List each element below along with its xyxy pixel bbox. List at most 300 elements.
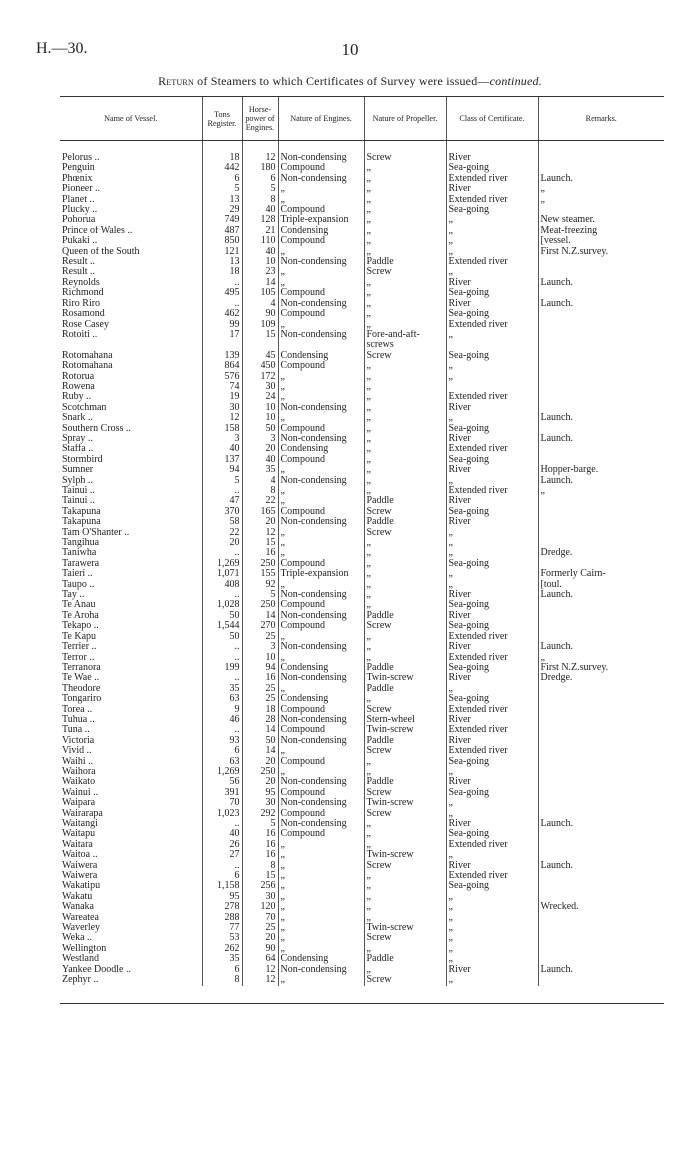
cell-name: Wanaka [62,902,94,913]
cell-remarks: [vessel. [538,236,664,246]
cell-horsepower: 5 [242,819,278,829]
table-row [60,809,664,819]
cell-horsepower: 8 [242,486,278,496]
cell-certificate: „ [446,975,538,985]
cell-name: Rotomahana [62,350,113,361]
cell-horsepower: 450 [242,361,278,371]
cell-horsepower: 6 [242,174,278,184]
cell-horsepower: 256 [242,881,278,891]
cell-tons: 1,544 [202,621,242,631]
cell-propeller: „ [364,559,446,569]
cell-remarks [538,809,664,819]
cell-engines: Non-condensing [278,434,364,444]
cell-engines: Non-condensing [278,299,364,309]
cell-propeller: Twin-screw [364,725,446,735]
cell-certificate: „ [446,580,538,590]
cell-horsepower: 16 [242,829,278,839]
cell-certificate: Sea-going [446,559,538,569]
table-row [60,580,664,590]
cell-remarks [538,933,664,943]
cell-name: Result .. [62,257,96,268]
cell-certificate: Sea-going [446,507,538,517]
cell-horsepower: 45 [242,351,278,361]
cell-propeller: „ [364,392,446,402]
cell-propeller: „ [364,569,446,579]
cell-certificate: Sea-going [446,455,538,465]
cell-horsepower: 8 [242,195,278,205]
cell-engines: Non-condensing [278,174,364,184]
cell-engines: „ [278,538,364,548]
cell-engines: Triple-expansion [278,215,364,225]
cell-remarks: „ [538,653,664,663]
cell-propeller: „ [364,632,446,642]
cell-horsepower: 40 [242,247,278,257]
cell-horsepower: 109 [242,320,278,330]
cell-name: Vivid .. [62,746,92,757]
cell-horsepower: 30 [242,892,278,902]
cell-propeller: Paddle [364,736,446,746]
cell-propeller: „ [364,278,446,288]
cell-certificate: Sea-going [446,621,538,631]
cell-certificate: River [446,299,538,309]
cell-engines: Non-condensing [278,330,364,340]
cell-propeller: Screw [364,528,446,538]
cell-remarks: Launch. [538,278,664,288]
cell-horsepower: 172 [242,372,278,382]
cell-tons: 13 [202,195,242,205]
table-row [60,850,664,860]
cell-engines: „ [278,881,364,891]
cell-propeller: „ [364,163,446,173]
cell-propeller: Screw [364,933,446,943]
cell-certificate: Extended river [446,257,538,267]
cell-remarks [538,913,664,923]
cell-name: Pioneer .. [62,184,101,195]
cell-tons: 749 [202,215,242,225]
cell-certificate: „ [446,684,538,694]
cell-tons: 288 [202,913,242,923]
cell-propeller: „ [364,382,446,392]
cell-propeller: Screw [364,746,446,756]
cell-name: Pohorua [62,215,96,226]
cell-engines: Compound [278,788,364,798]
cell-remarks [538,923,664,933]
cell-name: Terrier .. [62,642,97,653]
cell-remarks [538,382,664,392]
table-row [60,663,664,673]
cell-name: Riro Riro [62,298,101,309]
cell-tons: 576 [202,372,242,382]
cell-tons: 95 [202,892,242,902]
cell-tons: 53 [202,933,242,943]
cell-horsepower: 12 [242,528,278,538]
cell-tons: .. [202,486,242,496]
cell-engines: „ [278,933,364,943]
cell-propeller: Screw [364,861,446,871]
cell-remarks [538,163,664,173]
table-row [60,163,664,173]
cell-engines: Compound [278,705,364,715]
cell-certificate: River [446,715,538,725]
cell-horsepower: 155 [242,569,278,579]
cell-certificate: River [446,736,538,746]
cell-tons: .. [202,590,242,600]
cell-propeller: screws [364,340,446,350]
cell-remarks: „ [538,195,664,205]
cell-tons: 50 [202,632,242,642]
table-row [60,819,664,829]
cell-tons: 93 [202,736,242,746]
table-row [60,403,664,413]
cell-propeller: „ [364,195,446,205]
cell-engines: Non-condensing [278,673,364,683]
cell-certificate: „ [446,236,538,246]
cell-horsepower: 16 [242,673,278,683]
cell-engines: Compound [278,309,364,319]
cell-certificate: River [446,777,538,787]
cell-propeller: Screw [364,621,446,631]
cell-certificate: Sea-going [446,829,538,839]
cell-certificate: Extended river [446,746,538,756]
cell-engines: Compound [278,205,364,215]
cell-tons: 137 [202,455,242,465]
cell-engines: Non-condensing [278,715,364,725]
cell-engines: „ [278,944,364,954]
cell-remarks [538,944,664,954]
cell-tons: 46 [202,715,242,725]
table-row [60,413,664,423]
cell-certificate: Sea-going [446,788,538,798]
cell-horsepower: 30 [242,382,278,392]
col-header-name: Name of Vessel. [60,97,202,141]
cell-remarks [538,507,664,517]
cell-name: Wakatipu [62,881,101,892]
cell-engines: „ [278,413,364,423]
table-row [60,788,664,798]
cell-horsepower: 15 [242,538,278,548]
cell-horsepower: 21 [242,226,278,236]
cell-certificate: Extended river [446,632,538,642]
cell-engines: „ [278,871,364,881]
cell-tons: 17 [202,330,242,340]
table-row [60,392,664,402]
cell-engines: „ [278,382,364,392]
cell-propeller: „ [364,465,446,475]
cell-propeller: „ [364,600,446,610]
table-row [60,923,664,933]
cell-certificate: „ [446,798,538,808]
cell-remarks [538,600,664,610]
table-row [60,465,664,475]
cell-remarks [538,881,664,891]
cell-horsepower: 10 [242,257,278,267]
cell-certificate: Extended river [446,486,538,496]
cell-propeller: „ [364,476,446,486]
cell-engines: „ [278,195,364,205]
cell-horsepower: 120 [242,902,278,912]
cell-name: Tainui .. [62,486,95,496]
cell-certificate: River [446,861,538,871]
cell-propeller: „ [364,548,446,558]
cell-certificate: Extended river [446,195,538,205]
cell-certificate: „ [446,226,538,236]
cell-horsepower: 35 [242,465,278,475]
cell-horsepower: 12 [242,975,278,985]
table-row [60,954,664,964]
cell-remarks [538,455,664,465]
cell-certificate [446,340,538,350]
cell-name: Taupo .. [62,579,95,590]
cell-certificate: „ [446,528,538,538]
cell-remarks [538,361,664,371]
cell-name: Rotorua [62,371,95,382]
cell-horsepower: 28 [242,715,278,725]
cell-horsepower: 3 [242,434,278,444]
cell-horsepower: 16 [242,548,278,558]
cell-propeller: „ [364,694,446,704]
cell-tons: 70 [202,798,242,808]
cell-certificate: Extended river [446,392,538,402]
cell-tons: 19 [202,392,242,402]
cell-engines: „ [278,923,364,933]
cell-certificate: „ [446,569,538,579]
cell-name: Southern Cross .. [62,423,131,434]
cell-horsepower: 23 [242,267,278,277]
cell-tons: 1,071 [202,569,242,579]
cell-remarks [538,288,664,298]
cell-horsepower: 105 [242,288,278,298]
cell-name: Phœnix [62,173,93,184]
cell-propeller: „ [364,403,446,413]
cell-engines: Non-condensing [278,403,364,413]
table-row [60,205,664,215]
table-row [60,496,664,506]
cell-horsepower: 12 [242,141,278,164]
cell-engines: „ [278,840,364,850]
cell-certificate: „ [446,413,538,423]
cell-name: Queen of the South [62,246,140,257]
cell-tons: 495 [202,288,242,298]
cell-horsepower: 110 [242,236,278,246]
cell-engines: „ [278,465,364,475]
cell-name: Tangihua [62,538,100,549]
table-row [60,600,664,610]
cell-propeller: Screw [364,809,446,819]
cell-certificate: „ [446,548,538,558]
table-row [60,861,664,871]
table-row [60,528,664,538]
cell-certificate: „ [446,267,538,277]
cell-tons: 6 [202,965,242,975]
cell-tons: 30 [202,403,242,413]
table-caption [0,74,700,89]
cell-horsepower: 20 [242,777,278,787]
cell-certificate: „ [446,902,538,912]
cell-tons: .. [202,299,242,309]
table-row [60,840,664,850]
cell-tons: 3 [202,434,242,444]
cell-propeller: Fore-and-aft- [364,330,446,340]
table-row [60,444,664,454]
cell-propeller: „ [364,215,446,225]
cell-name: Plucky .. [62,205,98,216]
cell-name: Victoria [62,735,95,746]
cell-propeller: „ [364,309,446,319]
cell-tons: 18 [202,267,242,277]
cell-name: Waiwera [62,871,98,882]
cell-certificate: Extended river [446,840,538,850]
cell-tons: 391 [202,788,242,798]
cell-horsepower: 10 [242,653,278,663]
cell-tons: 63 [202,694,242,704]
cell-name: Terror .. [62,652,95,663]
cell-tons: 1,023 [202,809,242,819]
cell-tons: 40 [202,829,242,839]
cell-engines: Compound [278,725,364,735]
cell-remarks [538,528,664,538]
cell-certificate: „ [446,892,538,902]
cell-propeller: Paddle [364,517,446,527]
cell-engines: Compound [278,621,364,631]
cell-remarks: Meat-freezing [538,226,664,236]
cell-remarks [538,632,664,642]
cell-remarks [538,340,664,350]
cell-tons: 199 [202,663,242,673]
cell-remarks: New steamer. [538,215,664,225]
cell-engines: „ [278,278,364,288]
cell-certificate: Sea-going [446,309,538,319]
cell-tons: 13 [202,257,242,267]
cell-name: Wareatea [62,912,99,923]
cell-horsepower: 18 [242,705,278,715]
cell-remarks [538,850,664,860]
cell-tons: 442 [202,163,242,173]
cell-tons: 8 [202,975,242,985]
cell-certificate: River [446,819,538,829]
cell-tons: 12 [202,413,242,423]
cell-horsepower: 8 [242,861,278,871]
cell-certificate: Extended river [446,320,538,330]
cell-tons: 1,269 [202,767,242,777]
cell-name: Staffa .. [62,444,94,455]
cell-engines: Compound [278,455,364,465]
cell-engines: „ [278,632,364,642]
table-row [60,736,664,746]
cell-name: Tainui .. [62,496,95,507]
cell-certificate [446,382,538,392]
table-row [60,434,664,444]
cell-name: Theodore [62,683,101,694]
cell-certificate: „ [446,247,538,257]
cell-propeller: Paddle [364,496,446,506]
cell-propeller: Screw [364,507,446,517]
cell-name: Yankee Doodle .. [62,964,131,975]
table-body [60,141,664,986]
cell-propeller: „ [364,247,446,257]
cell-engines: „ [278,486,364,496]
cell-remarks [538,798,664,808]
cell-horsepower: 25 [242,923,278,933]
cell-propeller: Twin-screw [364,798,446,808]
cell-name: Wellington [62,943,107,954]
cell-engines: Condensing [278,663,364,673]
cell-certificate: „ [446,913,538,923]
cell-horsepower: 95 [242,788,278,798]
cell-horsepower: 3 [242,642,278,652]
cell-engines [278,340,364,350]
cell-remarks [538,736,664,746]
cell-tons: .. [202,642,242,652]
cell-tons: 77 [202,923,242,933]
cell-name: Waverley [62,923,101,934]
cell-engines: Compound [278,361,364,371]
col-header-engines: Nature of Engines. [278,97,364,141]
cell-engines: Non-condensing [278,965,364,975]
cell-remarks [538,351,664,361]
cell-tons: 408 [202,580,242,590]
cell-propeller: Screw [364,267,446,277]
cell-name: Tuna .. [62,725,90,736]
cell-horsepower: 4 [242,476,278,486]
cell-engines: „ [278,653,364,663]
cell-remarks: [toul. [538,580,664,590]
cell-engines: „ [278,861,364,871]
cell-remarks [538,372,664,382]
table-row [60,632,664,642]
cell-propeller: „ [364,757,446,767]
cell-remarks: Launch. [538,434,664,444]
cell-remarks: Launch. [538,965,664,975]
cell-horsepower: 24 [242,392,278,402]
cell-propeller: „ [364,840,446,850]
cell-remarks: Launch. [538,174,664,184]
cell-propeller: „ [364,486,446,496]
cell-remarks [538,559,664,569]
cell-remarks [538,725,664,735]
cell-horsepower: 16 [242,850,278,860]
cell-certificate: Sea-going [446,881,538,891]
cell-engines: Compound [278,809,364,819]
table-row [60,590,664,600]
cell-tons: 22 [202,528,242,538]
cell-certificate: Sea-going [446,600,538,610]
cell-name: Waitangi [62,819,98,829]
cell-engines: „ [278,850,364,860]
col-header-remarks: Remarks. [538,97,664,141]
cell-remarks [538,746,664,756]
cell-remarks: First N.Z.survey. [538,663,664,673]
cell-horsepower: 50 [242,736,278,746]
cell-engines: „ [278,580,364,590]
cell-name: Weka .. [62,933,93,944]
cell-horsepower: 20 [242,517,278,527]
cell-remarks [538,892,664,902]
cell-name: Reynolds [62,277,100,288]
cell-certificate: River [446,611,538,621]
cell-tons: 18 [202,141,242,164]
cell-tons: 26 [202,840,242,850]
cell-propeller: „ [364,965,446,975]
table-row [60,486,664,496]
cell-name: Waipara [62,798,96,809]
cell-remarks [538,496,664,506]
table-row [60,174,664,184]
table-row [60,673,664,683]
cell-engines: Non-condensing [278,141,364,164]
cell-propeller: „ [364,590,446,600]
cell-certificate: „ [446,538,538,548]
cell-horsepower: 25 [242,694,278,704]
